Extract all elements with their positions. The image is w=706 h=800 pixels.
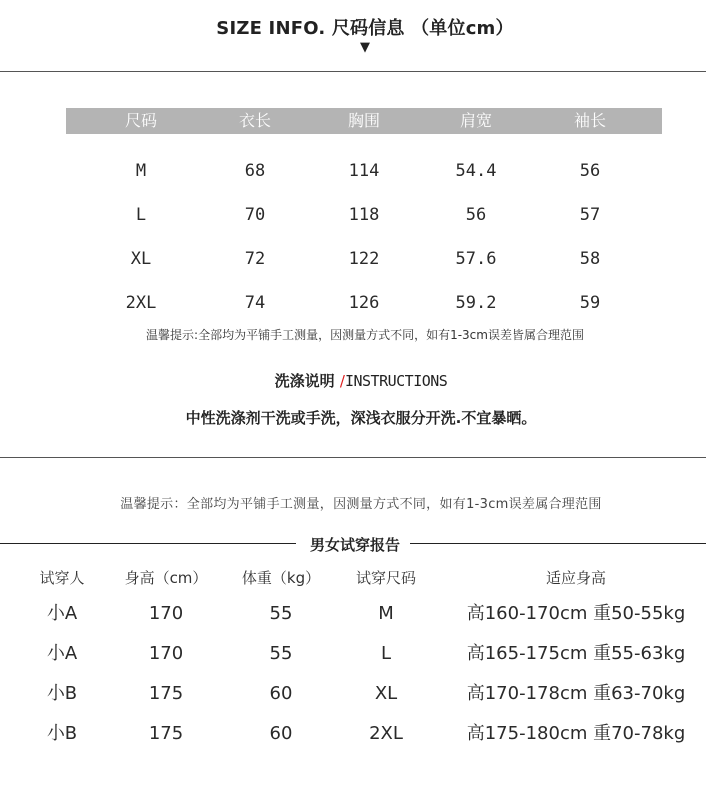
cell-weight: 60 — [269, 683, 293, 704]
cell-suitable: 高175-180cm 重70-78kg — [466, 723, 686, 744]
washing-title-cn: 洗涤说明 — [274, 372, 335, 390]
cell-fit-size: 2XL — [369, 723, 403, 744]
cell-suitable: 高160-170cm 重50-55kg — [466, 603, 686, 624]
cell-sleeve: 56 — [579, 161, 601, 181]
cell-weight: 55 — [269, 603, 293, 624]
cell-chest: 114 — [348, 161, 380, 181]
size-table-header — [66, 108, 662, 134]
cell-tester: 小B — [46, 723, 78, 744]
col-header-tester: 试穿人 — [39, 569, 85, 587]
table-row — [22, 594, 706, 634]
fit-report-title: 男女试穿报告 — [309, 536, 400, 554]
table-row — [22, 674, 706, 714]
measurement-note: 温馨提示:全部均为平铺手工测量，因测量方式不同，如有1-3cm误差皆属合理范围 — [146, 328, 584, 342]
col-header-size: 尺码 — [124, 111, 157, 130]
cell-shoulder: 59.2 — [455, 293, 497, 313]
cell-fit-size: XL — [374, 683, 398, 704]
cell-length: 68 — [244, 161, 266, 181]
cell-sleeve: 58 — [579, 249, 601, 269]
cell-tester: 小A — [46, 643, 78, 664]
page-title: SIZE INFO. 尺码信息 （单位cm） — [216, 18, 514, 39]
down-arrow-icon: ▼ — [360, 40, 370, 55]
cell-chest: 118 — [348, 205, 380, 225]
divider-middle — [0, 457, 706, 458]
cell-shoulder: 54.4 — [455, 161, 497, 181]
washing-title-en: INSTRUCTIONS — [344, 372, 448, 390]
fit-table-header — [22, 558, 706, 598]
cell-chest: 126 — [348, 293, 380, 313]
cell-size: M — [135, 161, 147, 181]
col-header-sleeve: 袖长 — [573, 111, 606, 130]
table-row — [66, 156, 662, 186]
cell-sleeve: 59 — [579, 293, 601, 313]
cell-fit-size: L — [380, 643, 392, 664]
table-row — [22, 634, 706, 674]
cell-size: L — [135, 205, 147, 225]
cell-tester: 小A — [46, 603, 78, 624]
washing-text: 中性洗涤剂干洗或手洗，深浅衣服分开洗.不宜暴晒。 — [185, 409, 537, 427]
table-row — [22, 714, 706, 754]
cell-chest: 122 — [348, 249, 380, 269]
washing-title-slash: / — [339, 372, 345, 390]
col-header-weight: 体重（kg） — [241, 569, 321, 587]
table-row — [66, 288, 662, 318]
table-row — [66, 244, 662, 274]
cell-suitable: 高165-175cm 重55-63kg — [466, 643, 686, 664]
cell-height: 170 — [148, 603, 184, 624]
divider-top — [0, 71, 706, 72]
report-line-right — [410, 543, 706, 544]
cell-size: XL — [130, 249, 152, 269]
cell-suitable: 高170-178cm 重63-70kg — [466, 683, 686, 704]
cell-weight: 60 — [269, 723, 293, 744]
cell-height: 175 — [148, 723, 184, 744]
cell-tester: 小B — [46, 683, 78, 704]
cell-length: 70 — [244, 205, 266, 225]
cell-length: 74 — [244, 293, 266, 313]
cell-fit-size: M — [378, 603, 394, 624]
cell-length: 72 — [244, 249, 266, 269]
col-header-shoulder: 肩宽 — [459, 111, 492, 130]
measurement-note-2: 温馨提示：全部均为平铺手工测量，因测量方式不同，如有1-3cm误差属合理范围 — [120, 497, 602, 512]
cell-size: 2XL — [125, 293, 157, 313]
col-header-length: 衣长 — [238, 111, 271, 130]
cell-height: 175 — [148, 683, 184, 704]
cell-shoulder: 56 — [465, 205, 487, 225]
cell-shoulder: 57.6 — [455, 249, 497, 269]
washing-title — [0, 370, 706, 391]
col-header-height: 身高（cm） — [124, 569, 208, 587]
table-row — [66, 200, 662, 230]
cell-height: 170 — [148, 643, 184, 664]
cell-weight: 55 — [269, 643, 293, 664]
col-header-chest: 胸围 — [347, 111, 380, 130]
col-header-suitable: 适应身高 — [545, 569, 606, 587]
col-header-fit-size: 试穿尺码 — [355, 569, 416, 587]
cell-sleeve: 57 — [579, 205, 601, 225]
